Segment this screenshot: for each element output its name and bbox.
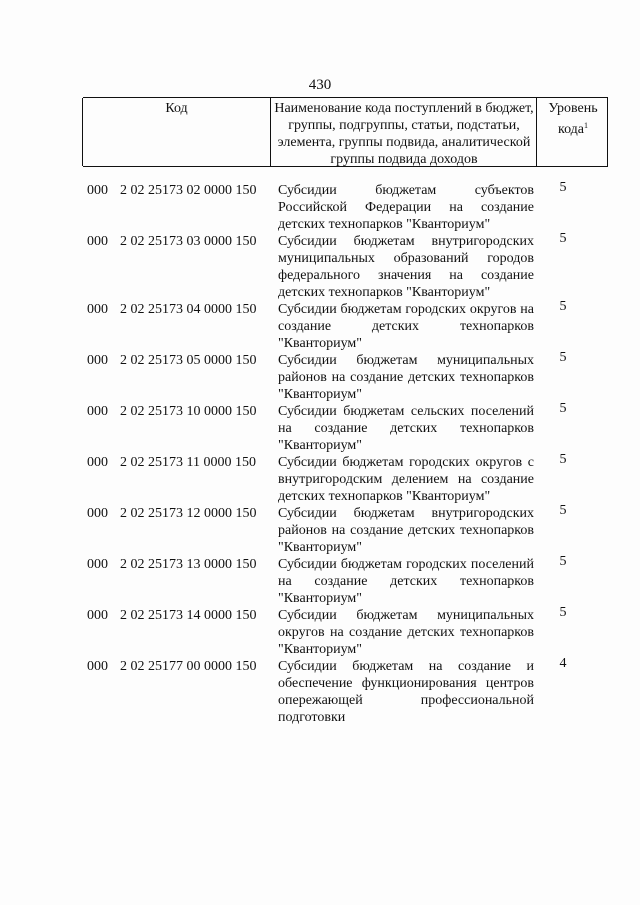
income-code: 2 02 25173 02 0000 150: [120, 183, 257, 198]
income-name: Субсидии бюджетам городских поселений на создание детских технопарков "Кванториум": [278, 557, 534, 606]
income-code: 2 02 25173 05 0000 150: [120, 353, 257, 368]
income-name: Субсидии бюджетам внутригородских районов на создание детских технопарков "Кванториум": [278, 506, 534, 555]
table-row: [87, 233, 592, 301]
admin-code: 000: [87, 234, 108, 249]
header-level-label: Уровень кода: [548, 101, 598, 137]
admin-code: 000: [87, 302, 108, 317]
code-level: 5: [559, 554, 567, 569]
admin-code: 000: [87, 557, 108, 572]
table-row: [87, 352, 592, 403]
table-row: [87, 182, 592, 233]
income-name: Субсидии бюджетам сельских поселений на создание детских технопарков "Кванториум": [278, 404, 534, 453]
income-name: Субсидии бюджетам на создание и обеспечение функционирования центров опережающей профессиональной подготовки: [278, 659, 534, 725]
table-body: [87, 182, 592, 726]
header-code: Код: [165, 101, 188, 116]
income-code: 2 02 25173 13 0000 150: [120, 557, 257, 572]
admin-code: 000: [87, 353, 108, 368]
header-name: Наименование кода поступлений в бюджет, группы, подгруппы, статьи, подстатьи, элемента, группы подвида, аналитической группы подвида доходов: [274, 101, 534, 167]
income-code: 2 02 25173 03 0000 150: [120, 234, 257, 249]
header-level: [539, 100, 607, 138]
admin-code: 000: [87, 608, 108, 623]
admin-code: 000: [87, 404, 108, 419]
income-code: 2 02 25173 14 0000 150: [120, 608, 257, 623]
code-level: 5: [559, 180, 567, 195]
code-level: 5: [559, 401, 567, 416]
table-row: [87, 403, 592, 454]
income-name: Субсидии бюджетам субъектов Российской Федерации на создание детских технопарков "Кванториум": [278, 183, 534, 232]
code-level: 5: [559, 231, 567, 246]
income-name: Субсидии бюджетам городских округов с внутригородским делением на создание детских технопарков "Кванториум": [278, 455, 534, 504]
admin-code: 000: [87, 659, 108, 674]
admin-code: 000: [87, 506, 108, 521]
income-name: Субсидии бюджетам муниципальных районов на создание детских технопарков "Кванториум": [278, 353, 534, 402]
column-divider: [536, 98, 537, 166]
code-level: 5: [559, 452, 567, 467]
income-name: Субсидии бюджетам муниципальных округов на создание детских технопарков "Кванториум": [278, 608, 534, 657]
table-row: [87, 607, 592, 658]
table-row: [87, 505, 592, 556]
code-level: 5: [559, 605, 567, 620]
admin-code: 000: [87, 183, 108, 198]
header-level-footnote: 1: [584, 121, 589, 130]
table-row: [87, 556, 592, 607]
income-code: 2 02 25173 10 0000 150: [120, 404, 257, 419]
table-row: [87, 454, 592, 505]
admin-code: 000: [87, 455, 108, 470]
page-number: 430: [308, 77, 332, 93]
income-name: Субсидии бюджетам городских округов на создание детских технопарков "Кванториум": [278, 302, 534, 351]
code-level: 5: [559, 350, 567, 365]
code-level: 5: [559, 299, 567, 314]
column-divider: [270, 98, 271, 166]
table-row: [87, 658, 592, 726]
income-code: 2 02 25173 04 0000 150: [120, 302, 257, 317]
code-level: 4: [559, 656, 567, 671]
table-row: [87, 301, 592, 352]
income-code: 2 02 25173 12 0000 150: [120, 506, 257, 521]
income-code: 2 02 25173 11 0000 150: [120, 455, 256, 470]
table-header: [83, 97, 608, 167]
column-divider: [607, 98, 608, 166]
code-level: 5: [559, 503, 567, 518]
income-code: 2 02 25177 00 0000 150: [120, 659, 257, 674]
income-name: Субсидии бюджетам внутригородских муниципальных образований городов федерального значения на создание детских технопарков "Кванториум": [278, 234, 534, 300]
